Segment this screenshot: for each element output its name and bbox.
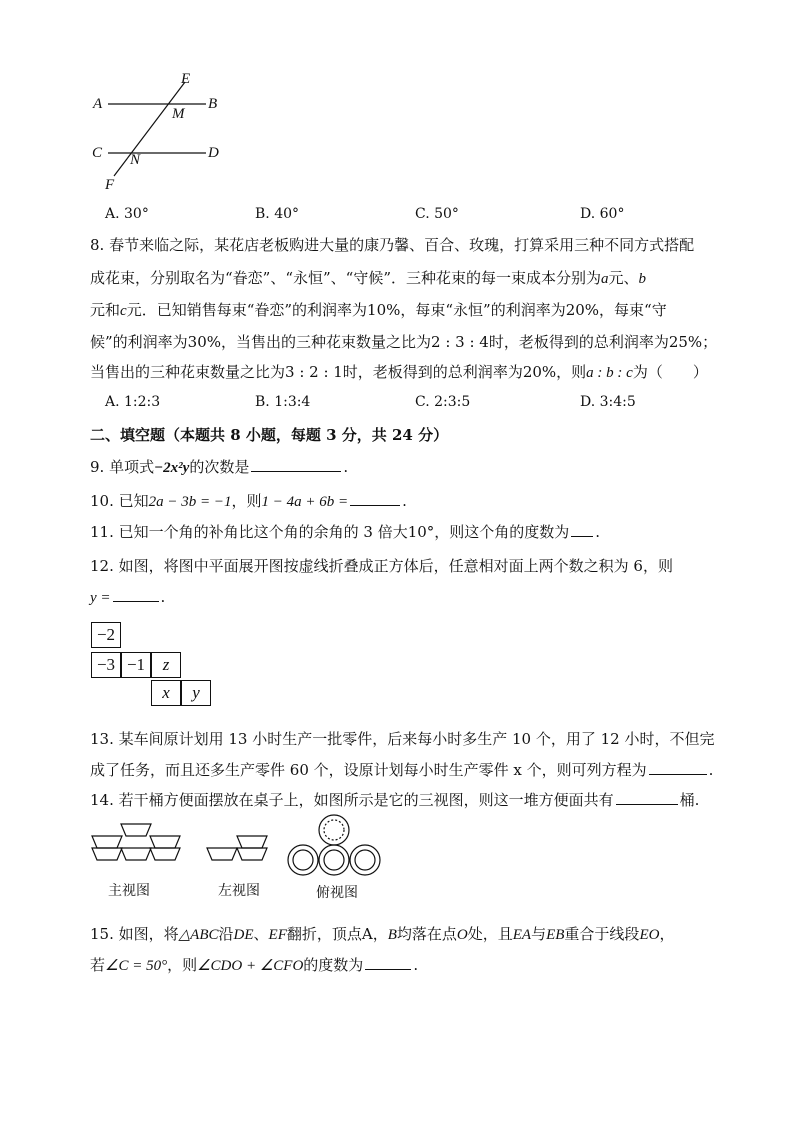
net-cell-neg1: −1 bbox=[121, 652, 151, 678]
q15-de: DE bbox=[233, 927, 254, 943]
q8-line3 bbox=[90, 300, 667, 321]
q15-b: B bbox=[387, 927, 397, 943]
line-ef bbox=[114, 82, 185, 176]
q10-answer-blank[interactable] bbox=[350, 491, 400, 506]
q8-var-a: a bbox=[601, 271, 609, 287]
q12-line2 bbox=[90, 587, 165, 608]
label-a: A bbox=[93, 96, 103, 112]
q11-answer-blank[interactable] bbox=[571, 522, 593, 537]
q15-sep: 、 bbox=[253, 925, 269, 943]
q9 bbox=[90, 457, 348, 478]
front-bowl-left bbox=[92, 836, 122, 848]
q10-expr1: 2a − 3b = −1 bbox=[148, 494, 232, 510]
q15-l1b: 沿 bbox=[218, 925, 234, 943]
front-view-figure bbox=[88, 822, 184, 872]
q8-line2 bbox=[90, 268, 646, 289]
q8-line5 bbox=[90, 362, 708, 383]
q7-choice-a[interactable]: A. 30° bbox=[105, 206, 149, 222]
q15-eo: EO bbox=[639, 927, 660, 943]
q15-l2c: 的度数为 bbox=[303, 956, 364, 974]
q15-l1g: 重合于线段 bbox=[564, 925, 640, 943]
q7-choice-b[interactable]: B. 40° bbox=[255, 206, 300, 222]
q13-line1: 13. 某车间原计划用 13 小时生产一批零件，后来每小时多生产 10 个，用了 12 小时，不但完 bbox=[90, 730, 715, 748]
front-bowl-left-low bbox=[92, 848, 122, 860]
q8-line2-tail: 元、 bbox=[608, 269, 639, 287]
front-view-caption: 主视图 bbox=[108, 883, 150, 899]
q15-l1f: 与 bbox=[531, 925, 547, 943]
label-b: B bbox=[208, 96, 218, 112]
left-bowl-low-a bbox=[207, 848, 237, 860]
q10-pre: 10. 已知 bbox=[90, 492, 149, 510]
q15-answer-blank[interactable] bbox=[365, 955, 411, 970]
q15-l1e: 处，且 bbox=[467, 925, 513, 943]
q9-answer-blank[interactable] bbox=[251, 457, 341, 472]
q15-condition: ∠C = 50° bbox=[105, 958, 168, 974]
q8-ratio: a : b : c bbox=[586, 365, 633, 381]
q14-text: 14. 若干桶方便面摆放在桌子上，如图所示是它的三视图，则这一堆方便面共有 bbox=[90, 791, 614, 809]
q8-choice-a[interactable]: A. 1:2:3 bbox=[105, 394, 161, 410]
q12-answer-blank[interactable] bbox=[113, 587, 159, 602]
q11-end: . bbox=[595, 523, 601, 541]
q15-eb: EB bbox=[546, 927, 565, 943]
q8-choice-b[interactable]: B. 1:3:4 bbox=[255, 394, 311, 410]
q11 bbox=[90, 522, 600, 542]
label-d: D bbox=[208, 145, 219, 161]
q15-l1a: 15. 如图，将 bbox=[90, 925, 179, 943]
q15-ef: EF bbox=[268, 927, 287, 943]
net-cell-neg2: −2 bbox=[91, 622, 121, 648]
q14-end: 桶. bbox=[679, 791, 700, 809]
q14 bbox=[90, 790, 699, 810]
front-bowl-right-low bbox=[150, 848, 180, 860]
q8-line1: 8. 春节来临之际，某花店老板购进大量的康乃馨、百合、玫瑰，打算采用三种不同方式搭配 bbox=[90, 236, 695, 254]
q9-expr: −2x²y bbox=[154, 460, 190, 476]
label-e: E bbox=[181, 71, 191, 87]
left-bowl-low-b bbox=[237, 848, 267, 860]
q13-line2 bbox=[90, 760, 713, 780]
label-m: M bbox=[172, 106, 185, 122]
q8-line2-text: 成花束，分别取名为“眷恋”、“永恒”、“守候”．三种花束的每一束成本分别为 bbox=[90, 269, 602, 287]
label-n: N bbox=[130, 152, 141, 168]
q8-var-b: b bbox=[638, 271, 647, 287]
q8-line5-text: 当售出的三种花束数量之比为3 : 2 : 1时，老板得到的总利润率为20%，则 bbox=[90, 363, 587, 381]
q11-text: 11. 已知一个角的补角比这个角的余角的 3 倍大10°，则这个角的度数为 bbox=[90, 523, 570, 541]
label-f: F bbox=[105, 177, 115, 193]
net-cell-neg3: −3 bbox=[91, 652, 121, 678]
q9-pre: 9. 单项式 bbox=[90, 458, 155, 476]
q8-line5-tail: 为（ ） bbox=[632, 363, 708, 381]
q15-line2 bbox=[90, 955, 418, 976]
left-view-caption: 左视图 bbox=[218, 883, 260, 899]
q10-end: . bbox=[402, 492, 407, 510]
q15-end: . bbox=[413, 956, 419, 974]
front-bowl-right bbox=[150, 836, 180, 848]
q8-choice-d[interactable]: D. 3:4:5 bbox=[580, 394, 636, 410]
q15-l2a: 若 bbox=[90, 956, 106, 974]
front-bowl-top bbox=[121, 824, 151, 836]
q9-end: . bbox=[343, 458, 349, 476]
q8-line3-head: 元和 bbox=[90, 301, 121, 319]
top-view-figure bbox=[286, 814, 382, 878]
q15-o: O bbox=[456, 927, 468, 943]
label-c: C bbox=[92, 145, 103, 161]
q12-line1: 12. 如图，将图中平面展开图按虚线折叠成正方体后，任意相对面上两个数之积为 6，则 bbox=[90, 557, 673, 575]
net-cell-x: x bbox=[151, 680, 181, 706]
q15-ea: EA bbox=[512, 927, 532, 943]
q10-mid: ，则 bbox=[231, 492, 262, 510]
q12-var: y = bbox=[90, 590, 111, 606]
q13-end: . bbox=[708, 761, 714, 779]
q8-line4: 候”的利润率为30%，当售出的三种花束数量之比为2 : 3 : 4时，老板得到的总利润率为25%； bbox=[90, 333, 718, 351]
q8-var-c: c bbox=[120, 303, 127, 319]
q14-answer-blank[interactable] bbox=[616, 790, 678, 805]
q8-line3-text: 元．已知销售每束“眷恋”的利润率为10%，每束“永恒”的利润率为20%，每束“守 bbox=[126, 301, 667, 319]
q15-l1c: 翻折，顶点A， bbox=[286, 925, 388, 943]
left-bowl-top bbox=[237, 836, 267, 848]
q7-choice-d[interactable]: D. 60° bbox=[580, 206, 625, 222]
q15-l1h: ， bbox=[659, 925, 675, 943]
left-view-figure bbox=[204, 822, 270, 872]
top-view-caption: 俯视图 bbox=[316, 885, 358, 901]
net-cell-z: z bbox=[151, 652, 181, 678]
q15-line1 bbox=[90, 924, 674, 945]
q9-post: 的次数是 bbox=[189, 458, 250, 476]
q15-l2b: ，则 bbox=[167, 956, 198, 974]
q7-choice-c[interactable]: C. 50° bbox=[415, 206, 459, 222]
q10-expr2: 1 − 4a + 6b = bbox=[261, 494, 349, 510]
q15-triangle: △ABC bbox=[178, 927, 219, 943]
q10 bbox=[90, 491, 407, 512]
q15-angle-sum: ∠CDO + ∠CFO bbox=[197, 958, 304, 974]
net-cell-y: y bbox=[181, 680, 211, 706]
q8-choice-c[interactable]: C. 2:3:5 bbox=[415, 394, 471, 410]
front-bowl-mid-low bbox=[121, 848, 151, 860]
q13-answer-blank[interactable] bbox=[649, 760, 707, 775]
q12-end: . bbox=[160, 588, 166, 606]
q15-l1d: 均落在点 bbox=[396, 925, 457, 943]
q13-line2-text: 成了任务，而且还多生产零件 60 个，设原计划每小时生产零件 x 个，则可列方程为 bbox=[90, 761, 647, 779]
section-2-heading: 二、填空题（本题共 8 小题，每题 3 分，共 24 分） bbox=[90, 426, 449, 444]
